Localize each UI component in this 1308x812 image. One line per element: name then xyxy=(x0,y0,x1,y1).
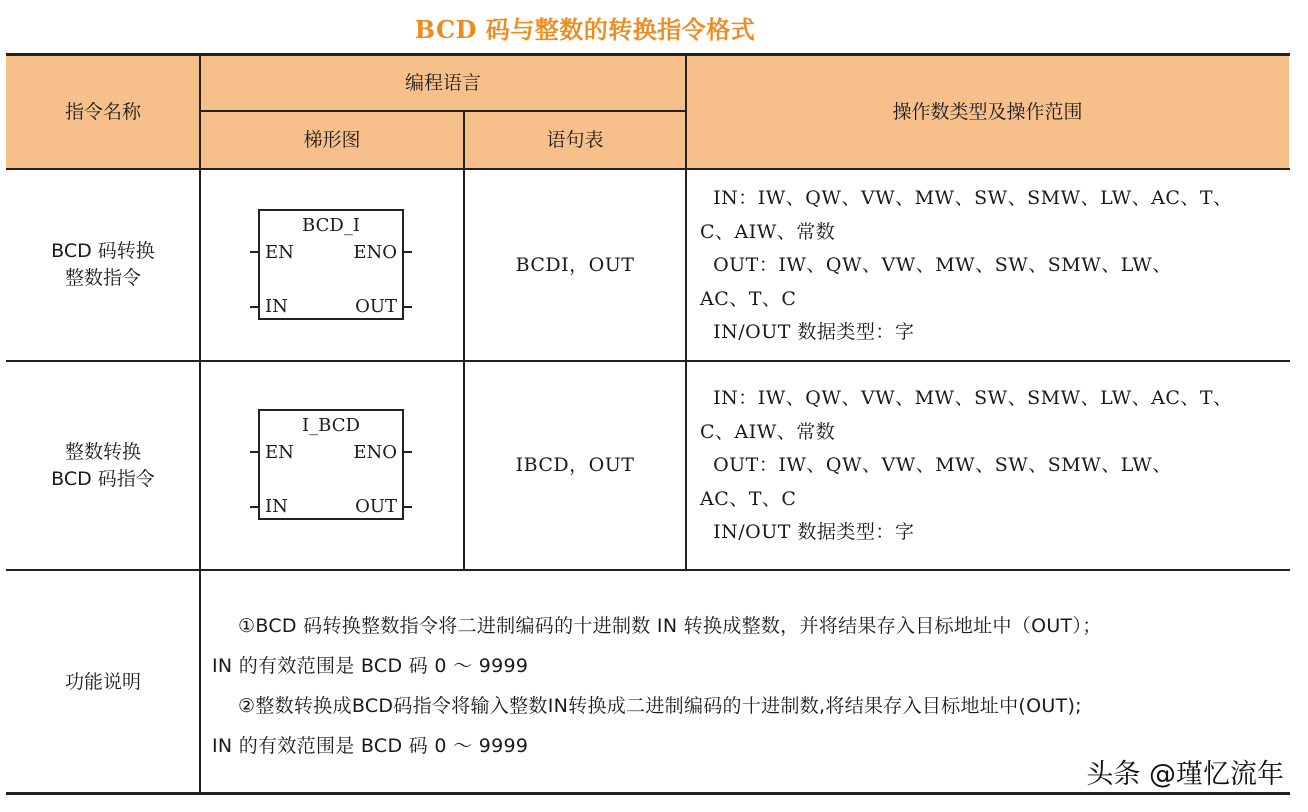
row1-operand-line: IN：IW、QW、VW、MW、SW、SMW、LW、AC、T、 xyxy=(700,187,1233,209)
row1-ladder-block xyxy=(258,209,404,320)
row2-operand-line: OUT：IW、QW、VW、MW、SW、SMW、LW、 xyxy=(700,454,1172,476)
function-line: IN 的有效范围是 BCD 码 0 ～ 9999 xyxy=(212,735,529,757)
function-line: ②整数转换成BCD码指令将输入整数IN转换成二进制编码的十进制数,将结果存入目标地址中(OUT); xyxy=(238,695,1082,717)
row1-instruction-name xyxy=(6,169,200,361)
function-description xyxy=(212,606,1292,766)
header-operand-types-label: 操作数类型及操作范围 xyxy=(892,100,1083,123)
header-instruction-name xyxy=(6,55,200,169)
header-instruction-name-label: 指令名称 xyxy=(64,100,141,123)
row1-statement: BCDI，OUT xyxy=(515,253,635,276)
header-programming-language xyxy=(200,55,686,111)
row2-operands xyxy=(700,382,1290,550)
row2-instruction-name xyxy=(6,361,200,570)
row1-name-line2: 整数指令 xyxy=(64,267,141,289)
row2-ladder-in: IN xyxy=(265,496,288,517)
row1-operand-line: OUT：IW、QW、VW、MW、SW、SMW、LW、 xyxy=(700,254,1172,276)
row2-ladder-en: EN xyxy=(265,442,294,463)
function-line: IN 的有效范围是 BCD 码 0 ～ 9999 xyxy=(212,655,529,677)
row2-pin-out xyxy=(403,506,412,508)
row1-operand-line: IN/OUT 数据类型：字 xyxy=(700,321,915,343)
row2-ladder-name: I_BCD xyxy=(302,415,360,436)
row2-name-line2: BCD 码指令 xyxy=(51,467,155,490)
header-sub-divider xyxy=(200,110,686,112)
row2-operand-line: IN：IW、QW、VW、MW、SW、SMW、LW、AC、T、 xyxy=(700,387,1233,409)
col3-divider xyxy=(685,55,687,570)
function-label-text: 功能说明 xyxy=(64,670,141,693)
row2-operand-line: AC、T、C xyxy=(700,487,797,510)
header-operand-types xyxy=(686,55,1289,169)
header-statement-list-label: 语句表 xyxy=(546,128,604,151)
row1-pin-out xyxy=(403,306,412,308)
row1-ladder-out: OUT xyxy=(355,296,397,317)
row2-pin-en xyxy=(250,451,259,453)
row1-operand-line: C、AIW、常数 xyxy=(700,220,836,243)
row1-ladder-en: EN xyxy=(265,242,294,263)
row1-pin-eno xyxy=(403,251,412,253)
row2-name-line1: 整数转换 xyxy=(64,440,141,463)
row1-name-line1: BCD 码转换 xyxy=(51,240,155,262)
row2-ladder-out: OUT xyxy=(355,496,397,517)
row1-ladder-in: IN xyxy=(265,296,288,317)
header-ladder-diagram xyxy=(200,111,464,169)
row2-ladder-eno: ENO xyxy=(353,442,397,463)
row2-operand-line: C、AIW、常数 xyxy=(700,420,836,443)
col1-divider xyxy=(199,55,201,793)
row2-statement: IBCD，OUT xyxy=(515,454,635,476)
header-statement-list xyxy=(464,111,686,169)
row1-pin-en xyxy=(250,251,259,253)
row1-ladder-eno: ENO xyxy=(353,242,397,263)
row1-operands xyxy=(700,182,1290,350)
table-title: BCD 码与整数的转换指令格式 xyxy=(414,15,756,44)
row1-ladder-name: BCD_I xyxy=(302,215,360,236)
row2-pin-eno xyxy=(403,451,412,453)
function-line: ①BCD 码转换整数指令将二进制编码的十进制数 IN 转换成整数，并将结果存入目标地址中（OUT）； xyxy=(238,615,1102,637)
row2-ladder-block xyxy=(258,409,404,520)
function-label xyxy=(6,570,200,794)
row2-pin-in xyxy=(250,506,259,508)
watermark: 头条 @瑾忆流年 xyxy=(1086,759,1284,790)
col2-divider xyxy=(463,111,465,570)
header-programming-language-label: 编程语言 xyxy=(404,71,481,94)
row1-operand-line: AC、T、C xyxy=(700,287,797,310)
row1-pin-in xyxy=(250,306,259,308)
header-ladder-diagram-label: 梯形图 xyxy=(303,128,361,151)
row2-operand-line: IN/OUT 数据类型：字 xyxy=(700,521,915,543)
